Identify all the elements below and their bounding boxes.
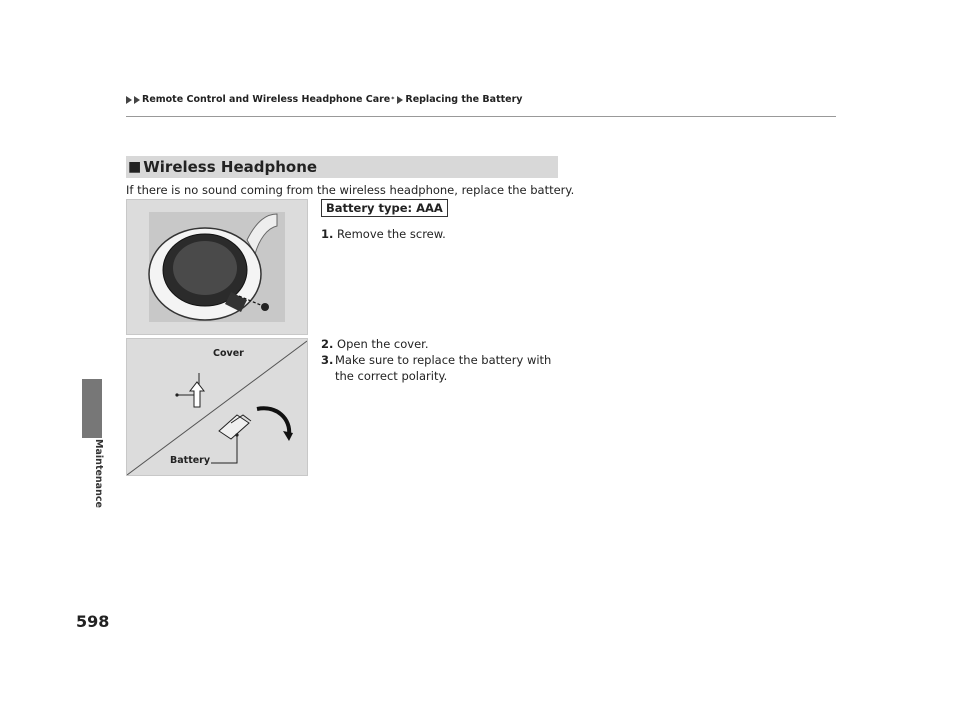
- breadcrumb-item-remote-care[interactable]: Remote Control and Wireless Headphone Care: [142, 94, 391, 105]
- cover-label: Cover: [213, 348, 244, 359]
- cover-battery-illustration: [127, 339, 307, 475]
- step-number: 3.: [321, 353, 334, 367]
- figure-open-cover: [126, 338, 308, 476]
- battery-type-box: Battery type: AAA: [321, 199, 448, 217]
- breadcrumb-arrow-icon: [134, 96, 140, 104]
- step-text: Remove the screw.: [337, 227, 446, 241]
- breadcrumb: [126, 94, 522, 105]
- breadcrumb-item-replacing-battery[interactable]: Replacing the Battery: [405, 94, 523, 105]
- step-number: 2.: [321, 337, 334, 351]
- sidebar-section-label: Maintenance: [92, 439, 104, 508]
- step-2: [321, 336, 429, 352]
- step-3: [321, 352, 561, 384]
- sidebar-tab-marker: [82, 379, 102, 438]
- section-square-icon: ■: [128, 159, 142, 175]
- optional-feature-mark: *: [391, 96, 395, 103]
- step-1: [321, 226, 446, 242]
- section-heading: [126, 156, 558, 178]
- figure-remove-screw: [126, 199, 308, 335]
- header-divider: [126, 116, 836, 117]
- step-number: 1.: [321, 227, 334, 241]
- section-title: Wireless Headphone: [143, 158, 318, 176]
- breadcrumb-arrow-icon: [126, 96, 132, 104]
- page-number: 598: [76, 612, 110, 631]
- breadcrumb-arrow-icon: [397, 96, 403, 104]
- step-text: Open the cover.: [337, 337, 429, 351]
- intro-text: If there is no sound coming from the wireless headphone, replace the battery.: [126, 183, 575, 197]
- step-text: Make sure to replace the battery with the correct polarity.: [335, 353, 552, 383]
- battery-label: Battery: [170, 455, 211, 466]
- headphone-screw-illustration: [127, 200, 307, 334]
